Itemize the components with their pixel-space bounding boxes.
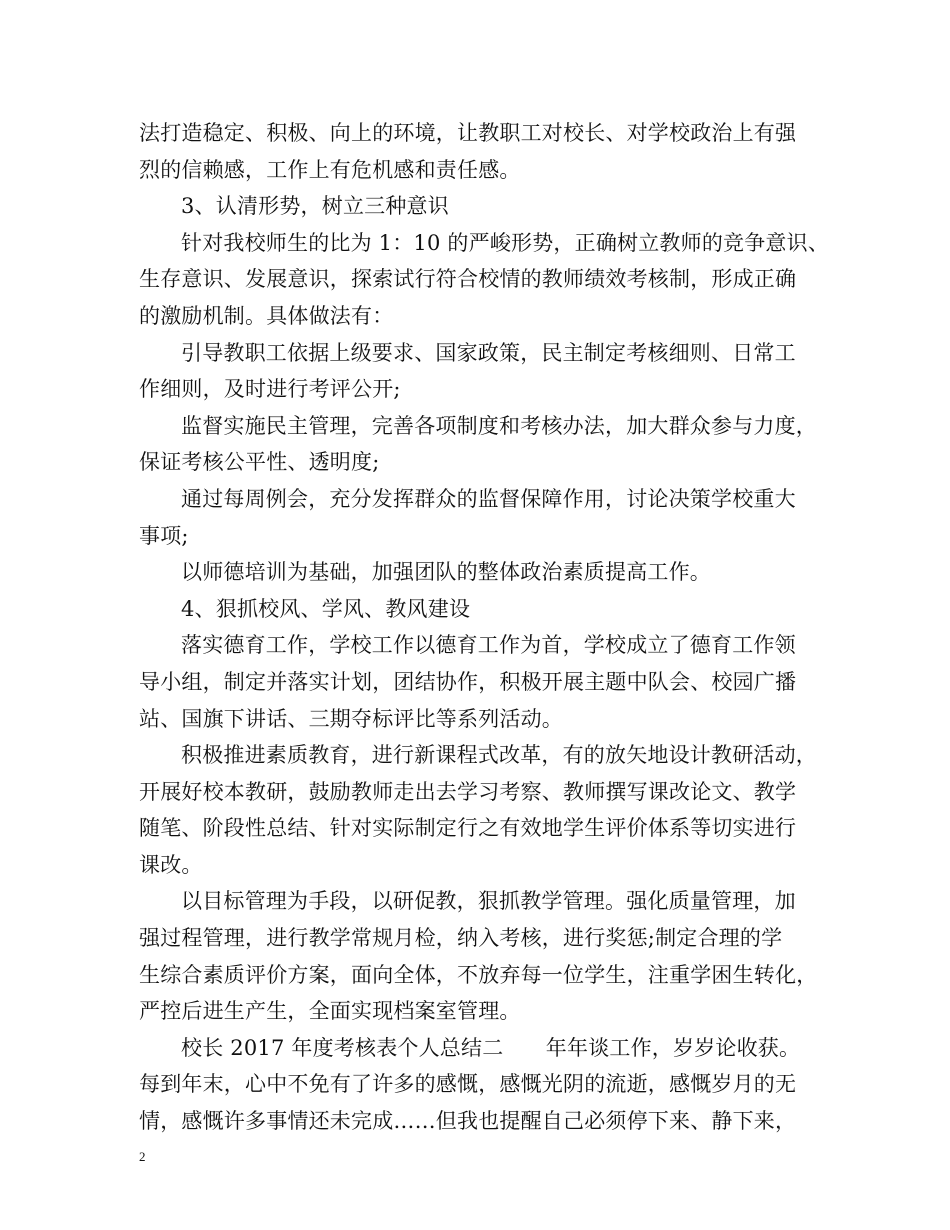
section-heading: 4、狠抓校风、学风、教风建设 [181, 596, 471, 621]
text-line: 的激励机制。具体做法有： [139, 303, 394, 328]
text-line: 引导教职工依据上级要求、国家政策，民主制定考核细则、日常工 [181, 340, 796, 365]
text-line: 针对我校师生的比为 1：10 的严峻形势，正确树立教师的竞争意识、 [181, 230, 830, 255]
text-line: 法打造稳定、积极、向上的环境，让教职工对校长、对学校政治上有强 [139, 121, 797, 145]
text-line: 课改。 [139, 852, 203, 877]
text-line: 站、国旗下讲话、三期夺标评比等系列活动。 [139, 706, 563, 731]
text-line: 积极推进素质教育，进行新课程式改革，有的放矢地设计教研活动， [181, 743, 817, 768]
text-line: 以目标管理为手段，以研促教，狠抓教学管理。强化质量管理，加 [181, 889, 796, 914]
text-line: 作细则，及时进行考评公开; [139, 377, 401, 402]
document-body [139, 115, 830, 1140]
text-line: 强过程管理，进行教学常规月检，纳入考核，进行奖惩;制定合理的学 [139, 926, 783, 951]
text-line: 监督实施民主管理，完善各项制度和考核办法，加大群众参与力度， [181, 413, 817, 438]
text-line: 严控后进生产生，全面实现档案室管理。 [139, 999, 521, 1024]
text-line: 以师德培训为基础，加强团队的整体政治素质提高工作。 [181, 560, 711, 585]
text-line: 保证考核公平性、透明度; [139, 450, 380, 475]
text-line: 情，感慨许多事情还未完成……但我也提醒自己必须停下来、静下来， [139, 1109, 797, 1134]
text-line: 生综合素质评价方案，面向全体，不放弃每一位学生，注重学困生转化， [139, 962, 818, 987]
page-number: 2 [139, 1149, 146, 1164]
text-line: 导小组，制定并落实计划，团结协作，积极开展主题中队会、校园广播 [139, 669, 797, 694]
text-line: 生存意识、发展意识，探索试行符合校情的教师绩效考核制，形成正确 [139, 267, 797, 292]
text-line: 开展好校本教研，鼓励教师走出去学习考察、教师撰写课改论文、教学 [139, 779, 797, 804]
text-line: 随笔、阶段性总结、针对实际制定行之有效地学生评价体系等切实进行 [139, 816, 797, 841]
section-heading: 3、认清形势，树立三种意识 [181, 194, 449, 219]
text-line: 通过每周例会，充分发挥群众的监督保障作用，讨论决策学校重大 [181, 486, 796, 511]
text-line: 烈的信赖感，工作上有危机感和责任感。 [139, 157, 521, 182]
text-line: 校长 2017 年度考核表个人总结二 年年谈工作，岁岁论收获。 [181, 1035, 801, 1060]
text-line: 事项; [139, 523, 189, 548]
text-line: 每到年末，心中不免有了许多的感慨，感慨光阴的流逝，感慨岁月的无 [139, 1072, 797, 1097]
text-line: 落实德育工作，学校工作以德育工作为首，学校成立了德育工作领 [181, 633, 796, 658]
